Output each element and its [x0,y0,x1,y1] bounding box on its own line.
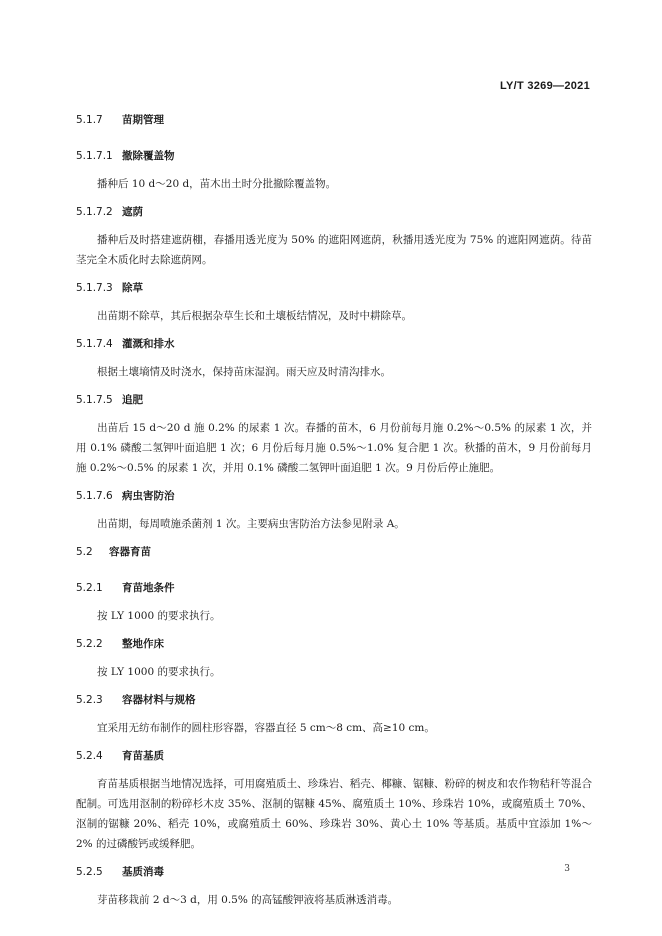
section-title: 容器材料与规格 [122,694,196,706]
section-title: 遮荫 [122,206,143,218]
section-heading [76,148,592,164]
body-paragraph: 出苗后 15 d～20 d 施 0.2% 的尿素 1 次。春播的苗木，6 月份前每月施 0.2%～0.5% 的尿素 1 次，并用 0.1% 磷酸二氢钾叶面追肥 1 次；6 月份后每月施 0.5%～1.0% 复合肥 1 次。秋播的苗木，9 月份前每月施 0.2%～0.5% 的尿素 1 次，并用 0.1% 磷酸二氢钾叶面追肥 1 次。9 月份后停止施肥。 [76,422,592,474]
body-paragraph: 育苗基质根据当地情况选择，可用腐殖质土、珍珠岩、稻壳、椰糠、锯糠、粉碎的树皮和农作物秸秆等混合配制。可选用沤制的粉碎杉木皮 35%、沤制的锯糠 45%、腐殖质土 10%、珍珠岩 10%，或腐殖质土 70%、沤制的锯糠 20%、稻壳 10%，或腐殖质土 60%、珍珠岩 30%、黄心土 10% 等基质。基质中宜添加 1%～2% 的过磷酸钙或缓释肥。 [76,778,592,850]
section-heading [76,336,592,352]
section-title: 除草 [122,282,143,294]
section-title: 追肥 [122,394,143,406]
section-title: 苗期管理 [122,114,164,126]
section-number: 5.2.2 [76,638,103,650]
section-title: 撤除覆盖物 [122,150,175,162]
section-title: 灌溉和排水 [122,338,175,350]
section-number: 5.1.7.6 [76,490,113,502]
section-heading [76,204,592,220]
section-heading [76,636,592,652]
section-number: 5.1.7.1 [76,150,113,162]
body-paragraph: 出苗期不除草，其后根据杂草生长和土壤板结情况，及时中耕除草。 [97,310,412,322]
section-title: 容器育苗 [109,546,151,558]
standard-code: LY/T 3269—2021 [499,80,590,92]
body-paragraph: 宜采用无纺布制作的圆柱形容器，容器直径 5 cm～8 cm、高≥10 cm。 [97,722,435,734]
section-heading [76,692,592,708]
section-heading [76,864,592,880]
section-heading [76,544,592,560]
body-paragraph: 播种后及时搭建遮荫棚，春播用透光度为 50% 的遮阳网遮荫，秋播用透光度为 75% 的遮阳网遮荫。待苗茎完全木质化时去除遮荫网。 [76,234,592,266]
body-paragraph: 按 LY 1000 的要求执行。 [97,610,221,622]
section-title: 基质消毒 [122,866,164,878]
page-number: 3 [564,864,570,874]
body-paragraph: 按 LY 1000 的要求执行。 [97,666,221,678]
section-heading [76,748,592,764]
section-number: 5.1.7 [76,114,103,126]
section-number: 5.1.7.2 [76,206,113,218]
section-heading [76,280,592,296]
section-number: 5.2.1 [76,582,103,594]
section-number: 5.2.3 [76,694,103,706]
section-title: 育苗地条件 [122,582,175,594]
body-paragraph: 根据土壤墒情及时浇水，保持苗床湿润。雨天应及时清沟排水。 [97,366,391,378]
section-number: 5.1.7.5 [76,394,113,406]
section-heading [76,392,592,408]
section-number: 5.2 [76,546,93,558]
section-heading [76,488,592,504]
document-body [76,112,592,910]
section-title: 病虫害防治 [122,490,175,502]
body-paragraph: 播种后 10 d～20 d，苗木出土时分批撤除覆盖物。 [97,178,337,190]
section-number: 5.1.7.4 [76,338,113,350]
body-paragraph: 出苗期，每周喷施杀菌剂 1 次。主要病虫害防治方法参见附录 A。 [97,518,405,530]
section-number: 5.2.4 [76,750,103,762]
section-number: 5.2.5 [76,866,103,878]
section-number: 5.1.7.3 [76,282,113,294]
section-heading [76,112,592,128]
section-title: 育苗基质 [122,750,164,762]
body-paragraph: 芽苗移栽前 2 d～3 d，用 0.5% 的高锰酸钾液将基质淋透消毒。 [97,894,399,906]
section-heading [76,580,592,596]
section-title: 整地作床 [122,638,164,650]
